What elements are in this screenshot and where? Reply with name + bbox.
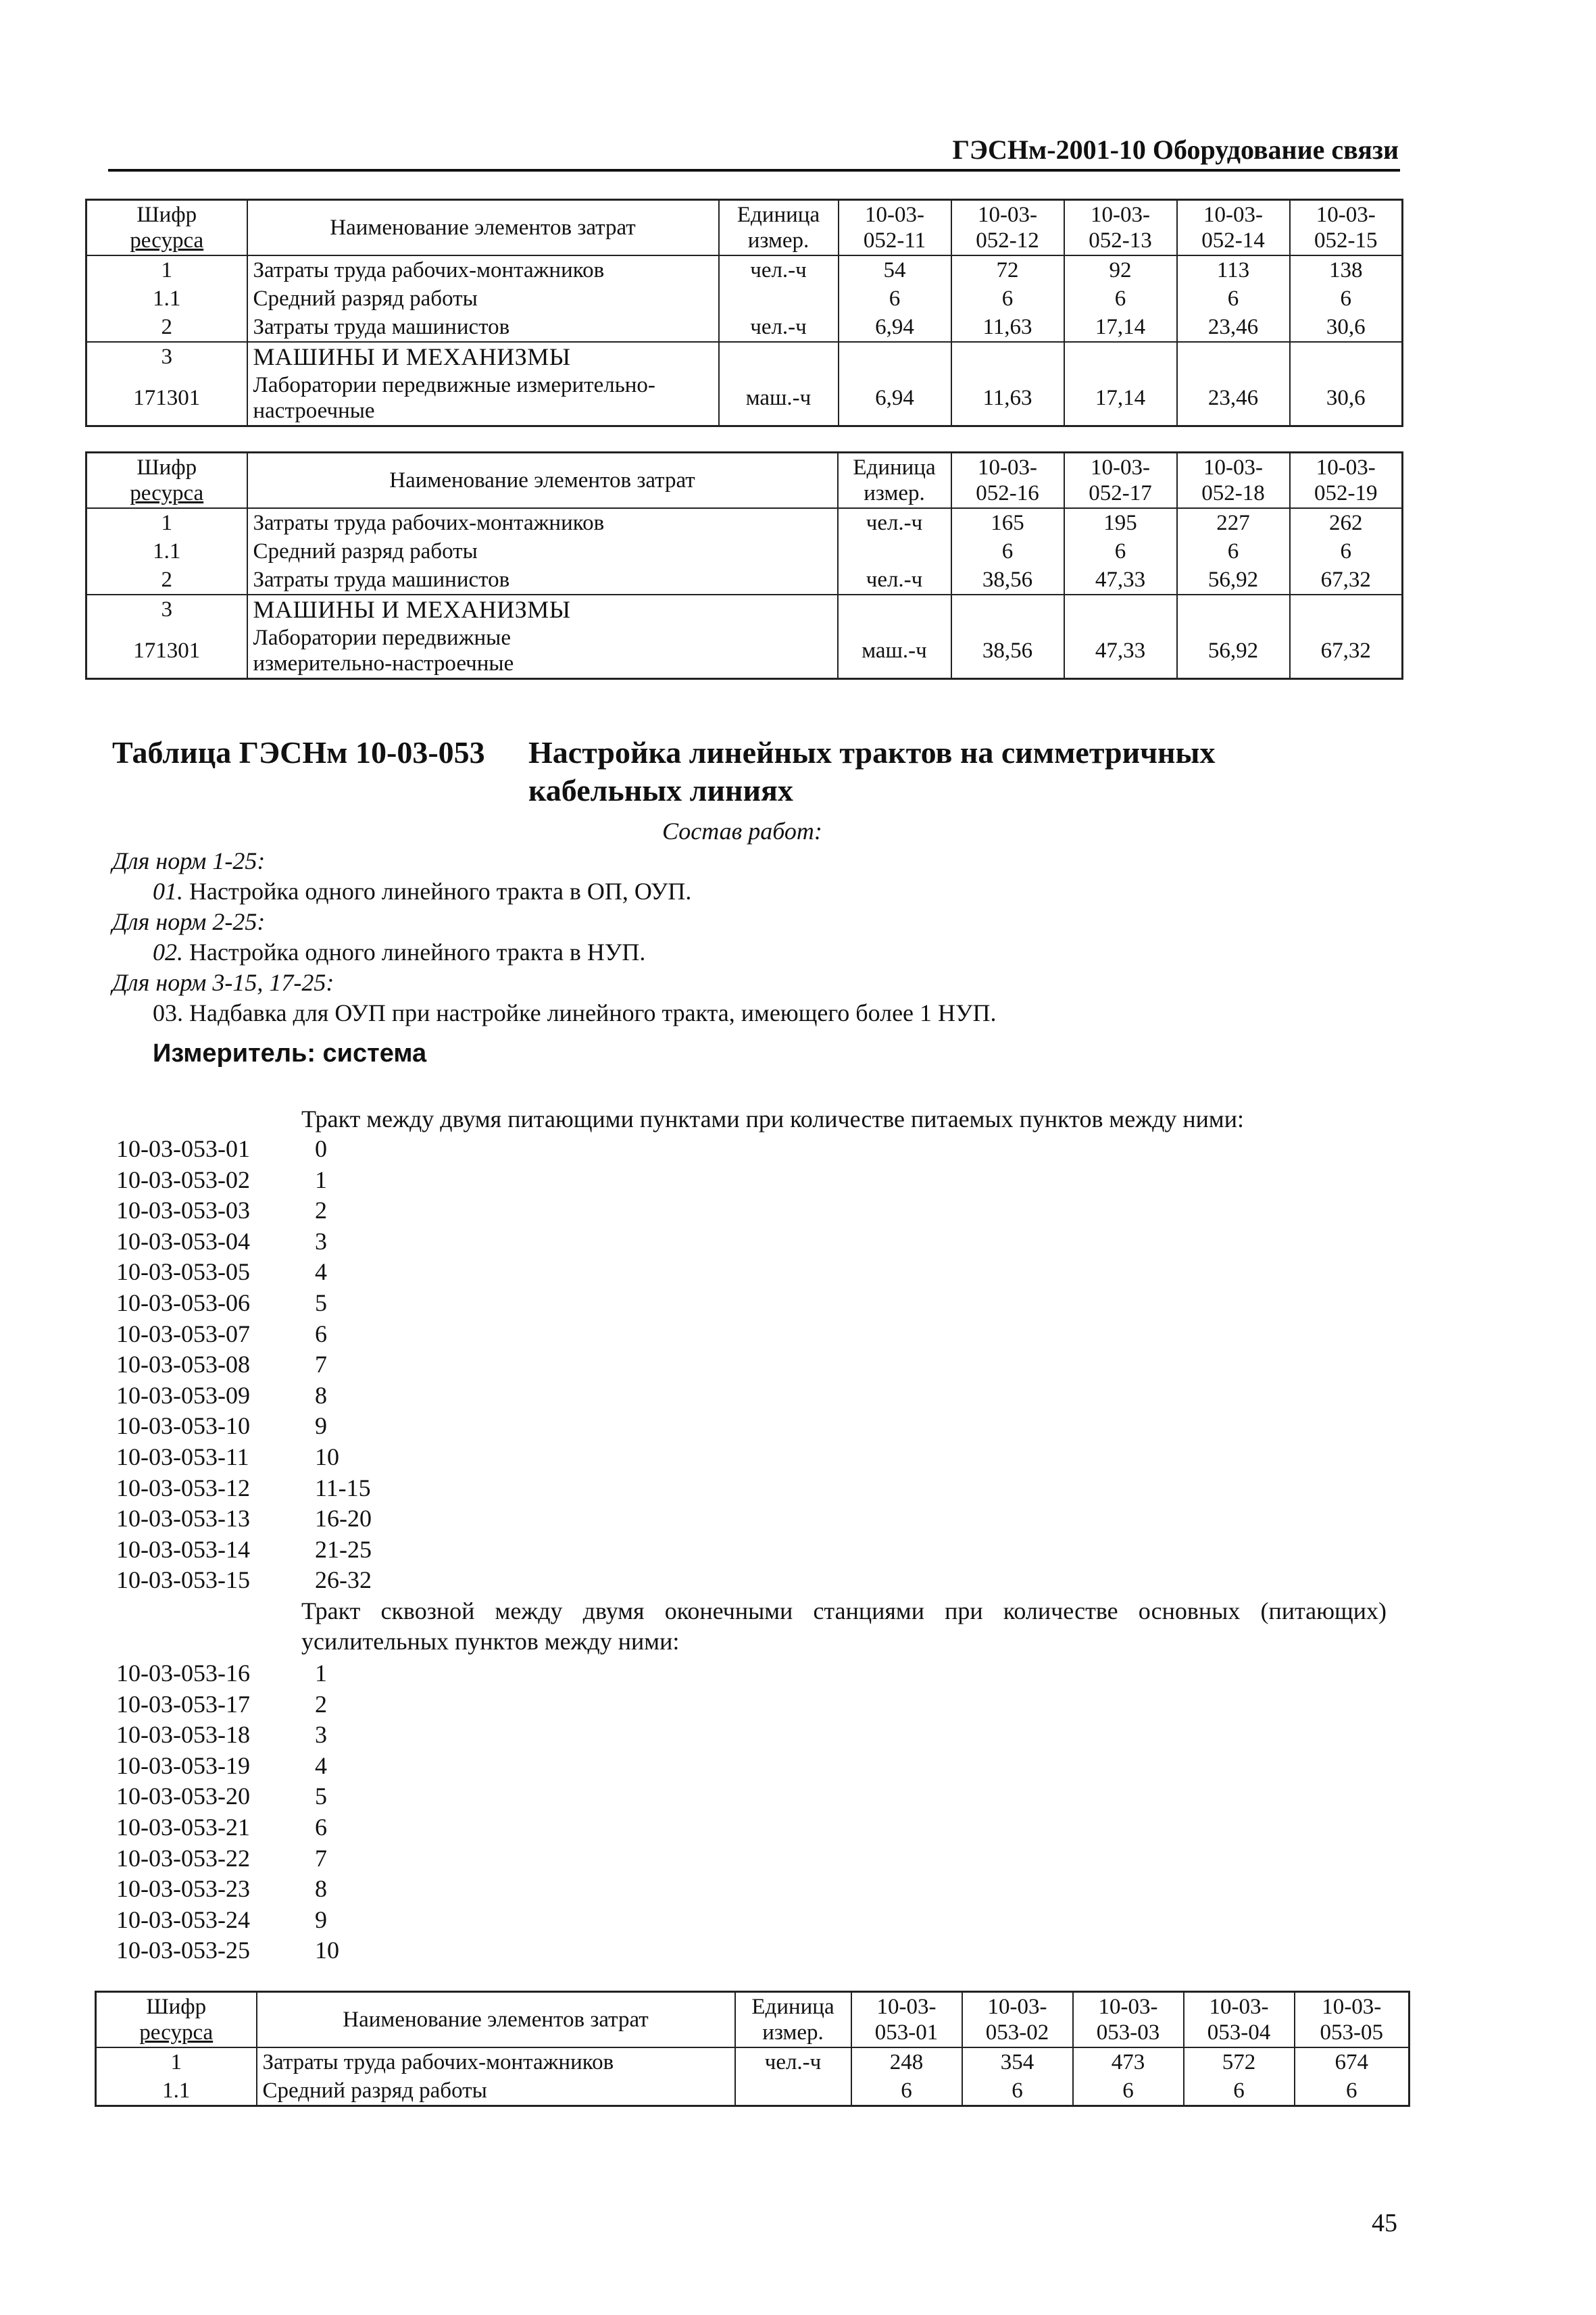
table-row	[96, 2076, 1410, 2106]
row-value: 6	[1295, 2076, 1410, 2106]
row-value: 23,46	[1177, 313, 1290, 342]
table-title-code: Таблица ГЭСНм 10-03-053	[112, 735, 485, 770]
row-name: Затраты труда рабочих-монтажников	[247, 508, 838, 537]
row-name: Средний разряд работы	[257, 2076, 735, 2106]
norm-value: 21-25	[315, 1535, 372, 1563]
table-row	[86, 508, 1403, 537]
list-item	[116, 1473, 372, 1504]
row-unit: маш.-ч	[838, 624, 951, 679]
table-row	[86, 537, 1403, 566]
norm-code: 10-03-053-12	[116, 1474, 250, 1501]
norm-code: 10-03-053-21	[116, 1813, 250, 1841]
table-row	[86, 284, 1403, 313]
row-unit	[735, 2076, 851, 2106]
norm-value: 8	[315, 1381, 327, 1409]
row-value: 227	[1177, 508, 1290, 537]
norm-value: 10	[315, 1937, 339, 1964]
norm-code: 10-03-053-04	[116, 1227, 250, 1255]
col-header-norm: 10-03- 052-18	[1177, 453, 1290, 509]
row-value: 6	[1177, 537, 1290, 566]
norm-code: 10-03-053-18	[116, 1721, 250, 1749]
row-value: 30,6	[1290, 313, 1403, 342]
list-item	[116, 1380, 372, 1412]
work-norms-label: Для норм 3-15, 17-25:	[112, 969, 334, 996]
norm-value: 7	[315, 1844, 327, 1872]
row-code: 2	[86, 566, 247, 595]
norm-value: 9	[315, 1412, 327, 1440]
norm-table-052-16-19	[85, 451, 1403, 680]
norm-value: 5	[315, 1289, 327, 1316]
norm-code: 10-03-053-03	[116, 1197, 250, 1224]
norm-code: 10-03-053-05	[116, 1258, 250, 1286]
row-value: 248	[851, 2047, 962, 2076]
col-header-unit: Единица измер.	[735, 1992, 851, 2048]
list-item	[116, 1165, 372, 1196]
table-row	[86, 624, 1403, 679]
col-header-norm: 10-03- 052-16	[951, 453, 1064, 509]
col-header-norm: 10-03- 053-01	[851, 1992, 962, 2048]
norm-code: 10-03-053-22	[116, 1844, 250, 1872]
row-name: Затраты труда машинистов	[247, 566, 838, 595]
list-item	[116, 1288, 372, 1319]
norm-value: 9	[315, 1906, 327, 1933]
row-value: 23,46	[1177, 371, 1290, 426]
list-heading: Тракт между двумя питающими пунктами при количестве питаемых пунктов между ними:	[301, 1105, 1244, 1132]
norm-value: 6	[315, 1813, 327, 1841]
work-item: 03. Надбавка для ОУП при настройке линейного тракта, имеющего более 1 НУП.	[153, 999, 997, 1026]
row-value: 6	[1177, 284, 1290, 313]
list-item	[116, 1935, 339, 1966]
norm-list	[116, 1658, 339, 1966]
norm-value: 3	[315, 1227, 327, 1255]
norm-code: 10-03-053-10	[116, 1412, 250, 1440]
row-code: 3	[86, 342, 247, 371]
list-item	[116, 1319, 372, 1350]
row-value: 38,56	[951, 624, 1064, 679]
row-name: Средний разряд работы	[247, 537, 838, 566]
row-value: 17,14	[1064, 371, 1177, 426]
row-name: МАШИНЫ И МЕХАНИЗМЫ	[247, 595, 838, 624]
norm-table-052-11-15	[85, 199, 1403, 427]
list-item	[116, 1812, 339, 1843]
row-value: 11,63	[951, 313, 1064, 342]
row-value: 17,14	[1064, 313, 1177, 342]
col-header-code: Шифр ресурса	[86, 453, 247, 509]
list-item	[116, 1257, 372, 1288]
col-header-norm: 10-03- 052-14	[1177, 200, 1290, 256]
row-value: 138	[1290, 255, 1403, 284]
norm-value: 2	[315, 1690, 327, 1718]
list-item	[116, 1720, 339, 1751]
row-value: 67,32	[1290, 566, 1403, 595]
norm-code: 10-03-053-23	[116, 1875, 250, 1903]
row-code: 171301	[86, 371, 247, 426]
norm-code: 10-03-053-01	[116, 1135, 250, 1162]
norm-code: 10-03-053-13	[116, 1505, 250, 1533]
table-row	[86, 566, 1403, 595]
row-value: 6	[951, 537, 1064, 566]
row-value: 6	[951, 284, 1064, 313]
table-header	[86, 200, 1403, 256]
row-value: 572	[1184, 2047, 1295, 2076]
norm-value: 16-20	[315, 1505, 372, 1533]
norm-value: 4	[315, 1258, 327, 1286]
norm-value: 5	[315, 1783, 327, 1810]
list-item	[116, 1751, 339, 1782]
norm-value: 26-32	[315, 1566, 372, 1594]
norm-value: 1	[315, 1660, 327, 1687]
row-value: 47,33	[1064, 624, 1177, 679]
row-value: 6	[962, 2076, 1073, 2106]
row-code: 1.1	[96, 2076, 257, 2106]
col-header-norm: 10-03- 052-19	[1290, 453, 1403, 509]
row-code: 1.1	[86, 537, 247, 566]
list-item	[116, 1535, 372, 1566]
norm-code: 10-03-053-08	[116, 1351, 250, 1378]
norm-table-053-01-05	[95, 1991, 1410, 2107]
norm-code: 10-03-053-07	[116, 1320, 250, 1347]
row-value: 6,94	[839, 313, 951, 342]
row-value: 72	[951, 255, 1064, 284]
list-item	[116, 1658, 339, 1689]
norm-code: 10-03-053-17	[116, 1690, 250, 1718]
norm-value: 3	[315, 1721, 327, 1749]
table-title-name: Настройка линейных трактов на симметричных кабельных линиях	[528, 735, 1216, 807]
norm-value: 6	[315, 1320, 327, 1347]
col-header-name: Наименование элементов затрат	[257, 1992, 735, 2048]
list-item	[116, 1349, 372, 1380]
row-value: 30,6	[1290, 371, 1403, 426]
norm-value: 7	[315, 1351, 327, 1378]
norm-value: 11-15	[315, 1474, 371, 1501]
row-value: 11,63	[951, 371, 1064, 426]
list-item	[116, 1689, 339, 1720]
row-value: 6	[1073, 2076, 1184, 2106]
row-unit: чел.-ч	[838, 508, 951, 537]
table-row	[86, 255, 1403, 284]
table-header	[86, 453, 1403, 509]
table-row	[86, 313, 1403, 342]
row-unit	[719, 284, 839, 313]
row-value: 6	[1064, 284, 1177, 313]
table-header	[96, 1992, 1410, 2048]
row-value: 473	[1073, 2047, 1184, 2076]
col-header-norm: 10-03- 053-04	[1184, 1992, 1295, 2048]
row-value: 6	[851, 2076, 962, 2106]
row-unit: чел.-ч	[719, 255, 839, 284]
col-header-norm: 10-03- 052-12	[951, 200, 1064, 256]
norm-value: 0	[315, 1135, 327, 1162]
row-value: 674	[1295, 2047, 1410, 2076]
norm-list	[116, 1134, 372, 1596]
row-code: 3	[86, 595, 247, 624]
table-row	[96, 2047, 1410, 2076]
row-value: 6	[1064, 537, 1177, 566]
col-header-name: Наименование элементов затрат	[247, 453, 838, 509]
list-item	[116, 1781, 339, 1812]
table-row-section	[86, 342, 1403, 371]
row-unit: чел.-ч	[719, 313, 839, 342]
row-code: 1	[86, 508, 247, 537]
col-header-norm: 10-03- 053-02	[962, 1992, 1073, 2048]
norm-code: 10-03-053-24	[116, 1906, 250, 1933]
row-value: 262	[1290, 508, 1403, 537]
row-name: МАШИНЫ И МЕХАНИЗМЫ	[247, 342, 719, 371]
work-item: 01. Настройка одного линейного тракта в ОП, ОУП.	[153, 878, 692, 905]
norm-code: 10-03-053-25	[116, 1937, 250, 1964]
work-composition-heading: Состав работ:	[662, 818, 822, 845]
col-header-unit: Единица измер.	[838, 453, 951, 509]
list-heading: Тракт сквозной между двумя оконечными станциями при количестве основных (питающих) усилительных пунктов между ними:	[301, 1597, 1387, 1655]
norm-code: 10-03-053-02	[116, 1166, 250, 1193]
row-name: Затраты труда рабочих-монтажников	[247, 255, 719, 284]
list-item	[116, 1905, 339, 1936]
col-header-code: Шифр ресурса	[96, 1992, 257, 2048]
table-row	[86, 371, 1403, 426]
measure-unit: Измеритель: система	[153, 1039, 427, 1068]
col-header-norm: 10-03- 053-05	[1295, 1992, 1410, 2048]
norm-code: 10-03-053-06	[116, 1289, 250, 1316]
row-value: 6	[839, 284, 951, 313]
row-name: Лаборатории передвижные измерительно-настроечные	[247, 624, 838, 679]
row-value: 56,92	[1177, 566, 1290, 595]
page-number: 45	[1372, 2209, 1397, 2237]
row-value: 56,92	[1177, 624, 1290, 679]
norm-value: 8	[315, 1875, 327, 1903]
col-header-norm: 10-03- 052-17	[1064, 453, 1177, 509]
row-value: 38,56	[951, 566, 1064, 595]
row-value: 6	[1184, 2076, 1295, 2106]
row-value: 6	[1290, 284, 1403, 313]
list-item	[116, 1843, 339, 1874]
table-row-section	[86, 595, 1403, 624]
row-name: Лаборатории передвижные измерительно-настроечные	[247, 371, 719, 426]
list-item	[116, 1195, 372, 1226]
col-header-unit: Единица измер.	[719, 200, 839, 256]
row-code: 1	[96, 2047, 257, 2076]
header-rule	[108, 169, 1400, 172]
row-value: 113	[1177, 255, 1290, 284]
row-unit: чел.-ч	[735, 2047, 851, 2076]
norm-value: 10	[315, 1443, 339, 1470]
row-value: 195	[1064, 508, 1177, 537]
norm-code: 10-03-053-11	[116, 1443, 249, 1470]
row-unit	[838, 537, 951, 566]
list-item	[116, 1226, 372, 1258]
norm-value: 1	[315, 1166, 327, 1193]
norm-code: 10-03-053-19	[116, 1751, 250, 1779]
row-unit: чел.-ч	[838, 566, 951, 595]
running-header-title: ГЭСНм-2001-10 Оборудование связи	[952, 134, 1399, 165]
row-code: 171301	[86, 624, 247, 679]
row-value: 54	[839, 255, 951, 284]
norm-code: 10-03-053-20	[116, 1783, 250, 1810]
col-header-name: Наименование элементов затрат	[247, 200, 719, 256]
col-header-norm: 10-03- 052-15	[1290, 200, 1403, 256]
col-header-norm: 10-03- 052-11	[839, 200, 951, 256]
row-value: 47,33	[1064, 566, 1177, 595]
col-header-norm: 10-03- 053-03	[1073, 1992, 1184, 2048]
row-value: 92	[1064, 255, 1177, 284]
row-name: Затраты труда машинистов	[247, 313, 719, 342]
list-item	[116, 1134, 372, 1165]
norm-code: 10-03-053-09	[116, 1381, 250, 1409]
work-norms-label: Для норм 2-25:	[112, 908, 266, 935]
row-value: 6,94	[839, 371, 951, 426]
list-item	[116, 1411, 372, 1442]
row-name: Средний разряд работы	[247, 284, 719, 313]
norm-value: 4	[315, 1751, 327, 1779]
list-item	[116, 1503, 372, 1535]
norm-code: 10-03-053-15	[116, 1566, 250, 1594]
norm-code: 10-03-053-14	[116, 1535, 250, 1563]
row-value: 165	[951, 508, 1064, 537]
row-value: 6	[1290, 537, 1403, 566]
row-code: 1	[86, 255, 247, 284]
row-value: 354	[962, 2047, 1073, 2076]
norm-value: 2	[315, 1197, 327, 1224]
row-code: 2	[86, 313, 247, 342]
work-item: 02. Настройка одного линейного тракта в НУП.	[153, 939, 646, 966]
row-name: Затраты труда рабочих-монтажников	[257, 2047, 735, 2076]
list-item	[116, 1442, 372, 1473]
col-header-code: Шифр ресурса	[86, 200, 247, 256]
work-norms-label: Для норм 1-25:	[112, 847, 266, 874]
col-header-norm: 10-03- 052-13	[1064, 200, 1177, 256]
row-code: 1.1	[86, 284, 247, 313]
row-unit: маш.-ч	[719, 371, 839, 426]
list-item	[116, 1874, 339, 1905]
list-item	[116, 1565, 372, 1596]
norm-code: 10-03-053-16	[116, 1660, 250, 1687]
row-value: 67,32	[1290, 624, 1403, 679]
